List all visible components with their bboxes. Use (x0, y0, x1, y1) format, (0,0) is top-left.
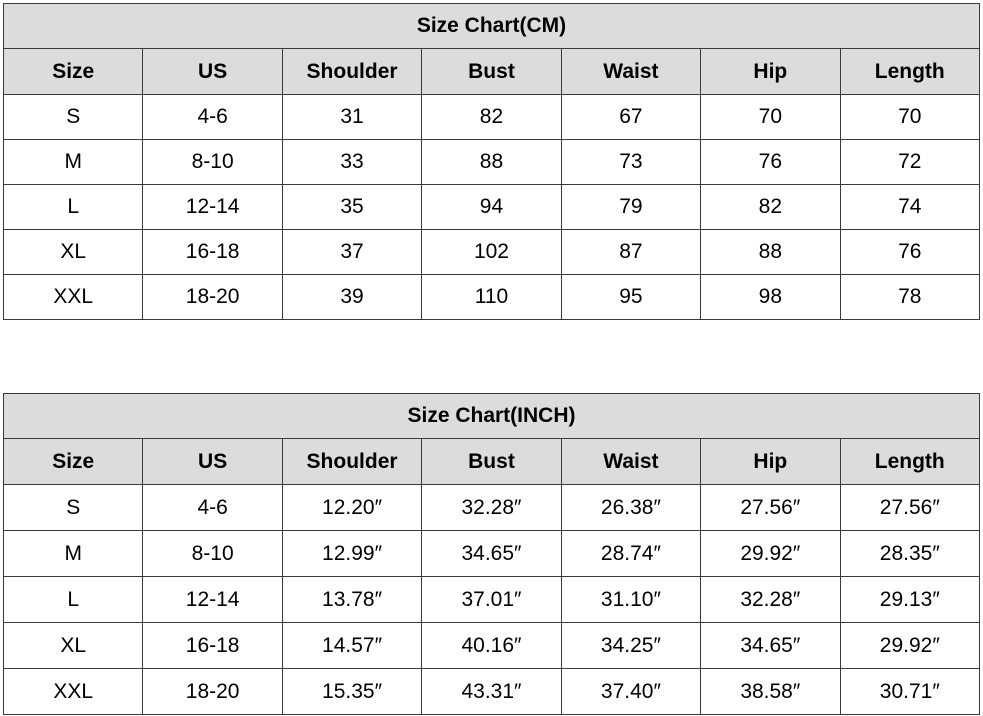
size-chart-inch-table (3, 393, 980, 715)
table-title-row (4, 4, 980, 49)
header-row (4, 439, 980, 485)
column-header-bust: Bust (422, 439, 561, 485)
column-header-waist: Waist (561, 49, 700, 95)
table-row (4, 230, 980, 275)
table-title: Size Chart(INCH) (4, 394, 980, 439)
table-cell: 94 (422, 185, 561, 230)
table-cell: 18-20 (143, 275, 282, 320)
table-cell: 27.56″ (840, 485, 979, 531)
table-cell: 32.28″ (422, 485, 561, 531)
table-cell: 37 (282, 230, 421, 275)
column-header-shoulder: Shoulder (282, 439, 421, 485)
table-title-row (4, 394, 980, 439)
table-cell: 82 (701, 185, 840, 230)
table-row (4, 577, 980, 623)
table-cell: 39 (282, 275, 421, 320)
table-cell: 15.35″ (282, 669, 421, 715)
table-cell: XXL (4, 275, 143, 320)
table-cell: 4-6 (143, 95, 282, 140)
table-cell: 28.74″ (561, 531, 700, 577)
table-row (4, 669, 980, 715)
table-cell: 27.56″ (701, 485, 840, 531)
table-cell: 12-14 (143, 185, 282, 230)
table-cell: 34.65″ (422, 531, 561, 577)
table-cell: 34.25″ (561, 623, 700, 669)
table-cell: 102 (422, 230, 561, 275)
table-cell: 37.01″ (422, 577, 561, 623)
table-cell: 110 (422, 275, 561, 320)
table-cell: XXL (4, 669, 143, 715)
column-header-hip: Hip (701, 439, 840, 485)
table-cell: 87 (561, 230, 700, 275)
table-cell: 38.58″ (701, 669, 840, 715)
table-cell: 40.16″ (422, 623, 561, 669)
table-row (4, 623, 980, 669)
table-cell: 72 (840, 140, 979, 185)
column-header-hip: Hip (701, 49, 840, 95)
table-row (4, 95, 980, 140)
table-cell: 95 (561, 275, 700, 320)
table-row (4, 275, 980, 320)
table-cell: 29.92″ (701, 531, 840, 577)
column-header-length: Length (840, 439, 979, 485)
column-header-bust: Bust (422, 49, 561, 95)
table-cell: 30.71″ (840, 669, 979, 715)
table-cell: 34.65″ (701, 623, 840, 669)
table-cell: 32.28″ (701, 577, 840, 623)
table-cell: 29.92″ (840, 623, 979, 669)
table-cell: 78 (840, 275, 979, 320)
table-cell: M (4, 531, 143, 577)
table-cell: 16-18 (143, 623, 282, 669)
table-cell: L (4, 577, 143, 623)
table-cell: 29.13″ (840, 577, 979, 623)
table-cell: 8-10 (143, 140, 282, 185)
column-header-shoulder: Shoulder (282, 49, 421, 95)
table-cell: 98 (701, 275, 840, 320)
table-cell: 88 (422, 140, 561, 185)
column-header-waist: Waist (561, 439, 700, 485)
table-cell: 76 (701, 140, 840, 185)
table-row (4, 185, 980, 230)
table-cell: 12.20″ (282, 485, 421, 531)
table-cell: 37.40″ (561, 669, 700, 715)
table-cell: S (4, 485, 143, 531)
table-cell: 88 (701, 230, 840, 275)
column-header-us: US (143, 439, 282, 485)
table-cell: L (4, 185, 143, 230)
table-cell: 35 (282, 185, 421, 230)
table-cell: S (4, 95, 143, 140)
table-cell: 70 (701, 95, 840, 140)
table-row (4, 485, 980, 531)
table-cell: M (4, 140, 143, 185)
table-title: Size Chart(CM) (4, 4, 980, 49)
table-cell: 79 (561, 185, 700, 230)
table-cell: 12-14 (143, 577, 282, 623)
table-cell: 13.78″ (282, 577, 421, 623)
table-cell: 76 (840, 230, 979, 275)
table-cell: 12.99″ (282, 531, 421, 577)
column-header-size: Size (4, 439, 143, 485)
table-cell: 31.10″ (561, 577, 700, 623)
table-cell: 8-10 (143, 531, 282, 577)
table-cell: 67 (561, 95, 700, 140)
table-cell: 74 (840, 185, 979, 230)
header-row (4, 49, 980, 95)
column-header-length: Length (840, 49, 979, 95)
table-cell: 43.31″ (422, 669, 561, 715)
table-row (4, 531, 980, 577)
table-cell: 73 (561, 140, 700, 185)
table-cell: 28.35″ (840, 531, 979, 577)
table-cell: 14.57″ (282, 623, 421, 669)
table-cell: XL (4, 623, 143, 669)
table-cell: 82 (422, 95, 561, 140)
table-cell: 70 (840, 95, 979, 140)
table-cell: 33 (282, 140, 421, 185)
table-cell: 16-18 (143, 230, 282, 275)
table-row (4, 140, 980, 185)
column-header-size: Size (4, 49, 143, 95)
size-chart-cm-table (3, 3, 980, 320)
table-cell: 26.38″ (561, 485, 700, 531)
column-header-us: US (143, 49, 282, 95)
table-cell: 31 (282, 95, 421, 140)
table-cell: 4-6 (143, 485, 282, 531)
table-cell: XL (4, 230, 143, 275)
table-cell: 18-20 (143, 669, 282, 715)
